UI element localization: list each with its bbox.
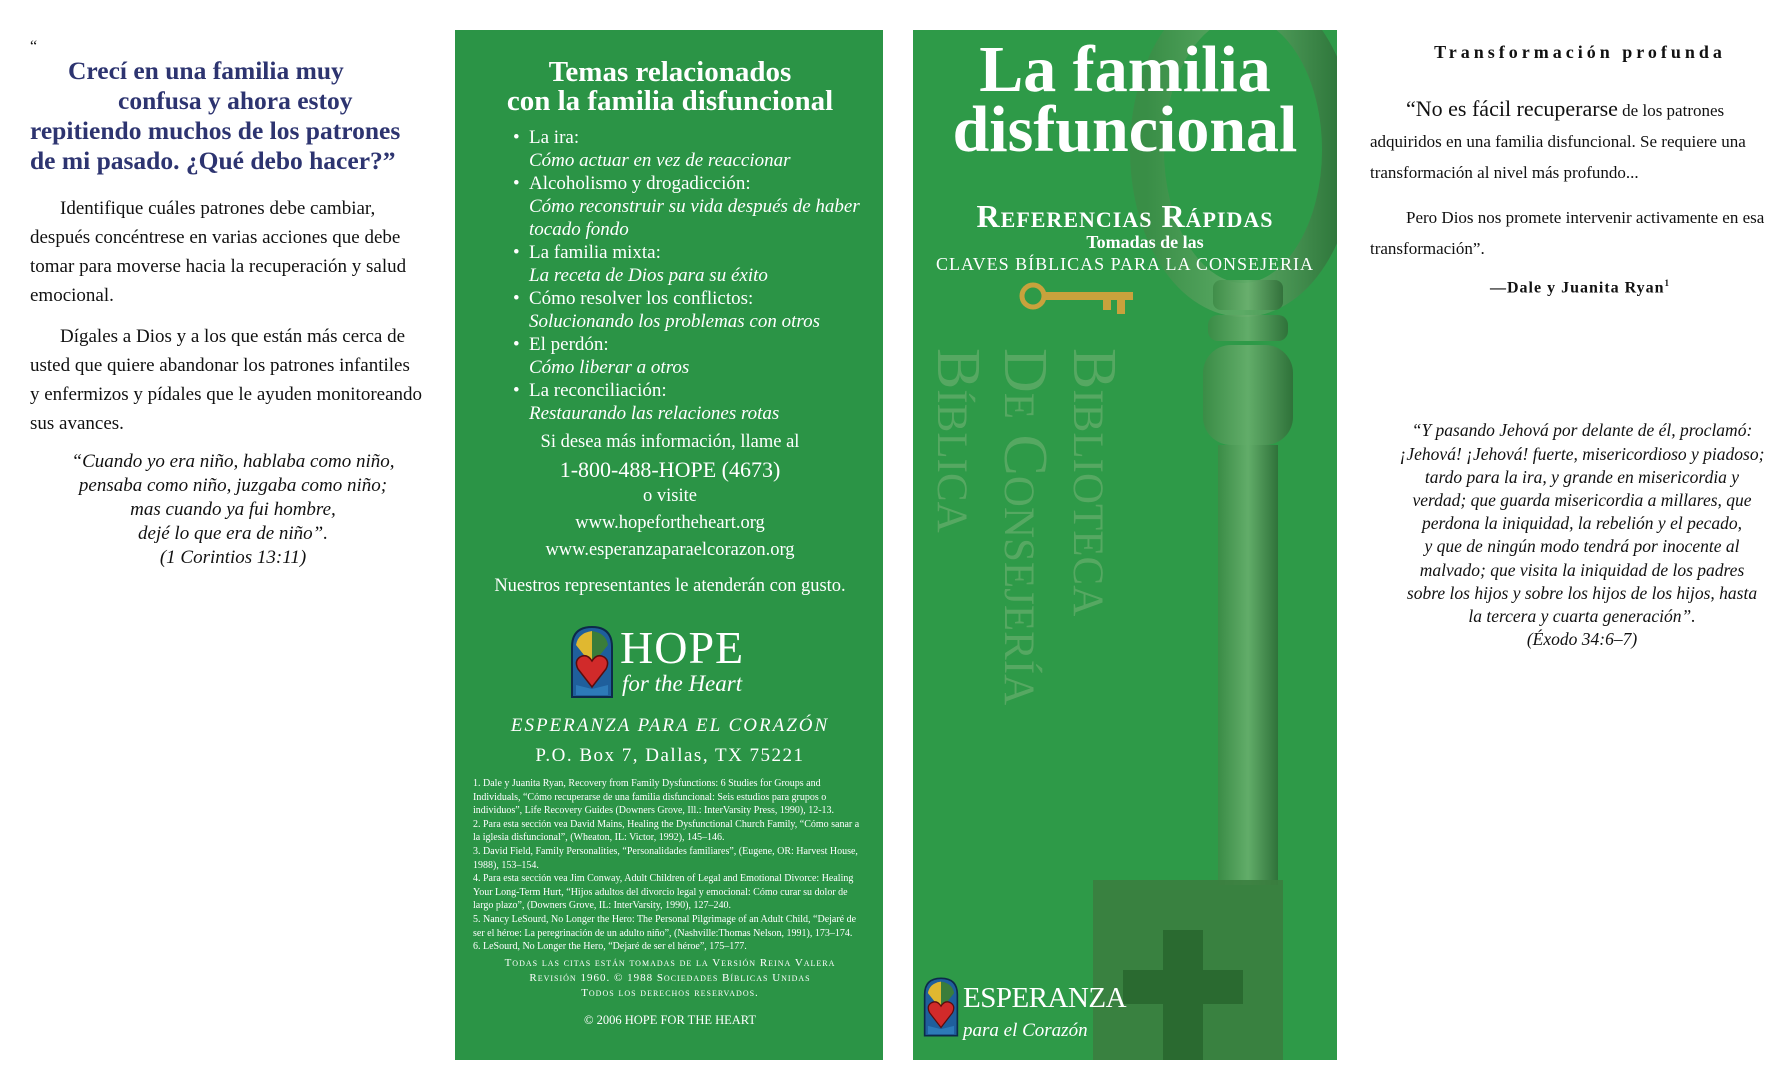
quote-paragraph [1370, 93, 1782, 188]
topic-label: La reconciliación: [529, 380, 667, 401]
hope-for-the-heart-logo [570, 623, 770, 713]
answer-paragraph: Dígales a Dios y a los que están más cerca de usted que quiere abandonar los patrones infantiles y enfermizos y pídales que le ayuden monitoreando sus avances. [30, 326, 423, 434]
title-line: con la familia disfuncional [506, 85, 834, 117]
verse-line: pensaba como niño, juzgaba como niño; [78, 475, 388, 496]
footnote: 5. Nancy LeSourd, No Longer the Hero: The Personal Pilgrimage of an Adult Child, “Dejaré de ser el héroe: La peregrinación de un adulto niño”, (Nashville:Thomas Nelson, 1991), 173–174. [473, 913, 857, 939]
topic-subtitle: Solucionando los problemas con otros [529, 311, 820, 332]
cover-title [913, 33, 1337, 166]
verse-reference: (1 Corintios 13:11) [159, 547, 307, 568]
verse-line: tardo para la ira, y grande en misericordia y [1424, 466, 1740, 487]
copyright-notice: © 2006 HOPE FOR THE HEART [583, 1012, 757, 1027]
question-line: confusa y ahora estoy [118, 86, 353, 115]
representatives-note: Nuestros representantes le atenderán con gusto. [494, 576, 846, 596]
logo-hope-text: HOPE [620, 622, 745, 673]
verse-line: “Y pasando Jehová por delante de él, proclamó: [1411, 420, 1753, 441]
verse-line: “Cuando yo era niño, hablaba como niño, [71, 451, 395, 472]
topic-subtitle: La receta de Dios para su éxito [529, 265, 768, 286]
topic-item [513, 287, 867, 333]
question-line: de mi pasado. ¿Qué debo hacer?” [30, 146, 396, 175]
stained-glass-heart-icon [570, 625, 614, 699]
footnote: 1. Dale y Juanita Ryan, Recovery from Family Dysfunctions: 6 Studies for Groups and Individuals, “Cómo recuperarse de una familia disfuncional: Seis estudios para grupos o individuos”, Life Recovery Guides (Downers Grove, Ill.: InterVarsity Press, 1990), 12-13. [473, 778, 835, 817]
verse-reference: (Éxodo 34:6–7) [1526, 629, 1638, 650]
topic-label: Cómo resolver los conflictos: [529, 288, 754, 309]
quote-text: de los patrones adquiridos en una familia disfuncional. Se requiere una transformación al nivel más profundo... [1370, 101, 1746, 182]
cover-panel [913, 30, 1337, 1060]
verse-line: dejé lo que era de niño”. [138, 523, 328, 544]
answer-paragraph: Identifique cuáles patrones debe cambiar, después concéntrese en varias acciones que debe tomar para moverse hacia la recuperación y salud emocional. [30, 198, 407, 306]
topic-label: El perdón: [529, 334, 609, 355]
title-line: disfuncional [952, 93, 1298, 166]
topic-label: Alcoholismo y drogadicción: [529, 173, 751, 194]
topic-item [513, 333, 867, 379]
topic-item [513, 379, 867, 425]
topic-subtitle: Cómo actuar en vez de reaccionar [529, 150, 791, 171]
taken-from-text: Tomadas de las [1086, 232, 1204, 252]
topic-item [513, 126, 867, 172]
footnote: 4. Para esta sección vea Jim Conway, Adult Children of Legal and Emotional Divorce: Healing Your Long-Term Hurt, “Hijos adultos del divorcio legal y emocional: Cómo curar su dolor de largo plazo”, (Downers Grove, IL: InterVarsity, 1990), 127–240. [473, 873, 854, 912]
inner-right-panel [1370, 0, 1790, 1088]
verse-line: perdona la iniquidad, la rebelión y el pecado, [1422, 513, 1742, 534]
verse-line: mas cuando ya fui hombre, [130, 499, 336, 520]
note-line: Todos los derechos reservados. [581, 986, 759, 999]
phone-number[interactable]: 1-800-488-HOPE (4673) [559, 457, 781, 482]
stained-glass-heart-icon [923, 974, 959, 1040]
topic-item [513, 241, 867, 287]
attribution-text: —Dale y Juanita Ryan [1489, 279, 1665, 297]
footnotes [473, 777, 867, 954]
topics-list [473, 126, 867, 425]
website-link[interactable]: www.hopefortheheart.org [575, 513, 765, 533]
topic-label: La ira: [529, 127, 580, 148]
note-line: Todas las citas están tomadas de la Versión Reina Valera [504, 956, 836, 969]
verse-line: verdad; que guarda misericordia a millares, que [1412, 489, 1752, 510]
scripture-version-note [473, 956, 867, 1001]
verse-line: la tercera y cuarta generación”. [1468, 605, 1696, 626]
scripture-verse [30, 450, 422, 570]
verse-line: sobre los hijos y sobre los hijos de los hijos, hasta [1406, 582, 1758, 603]
series-watermark-line: Biblioteca [1060, 348, 1128, 617]
series-watermark-line: De Consejería [991, 348, 1059, 706]
phone-suffix: o visite [643, 486, 697, 506]
footnote: 2. Para esta sección vea David Mains, Healing the Dysfunctional Church Family, “Cómo sanar a la iglesia disfuncional”, (Wheaton, IL: Victor, 1992), 145–146. [473, 818, 860, 844]
inner-left-panel [0, 0, 450, 1088]
quote-lead: “No es fácil recuperarse [1406, 96, 1618, 121]
quick-references-heading: Referencias Rápidas [976, 198, 1274, 234]
quote-paragraph: Pero Dios nos promete intervenir activamente en esa transformación”. [1370, 208, 1765, 258]
esperanza-tagline: ESPERANZA PARA EL CORAZÓN [510, 715, 830, 736]
ryan-quote [1370, 93, 1790, 264]
quote-attribution [1370, 278, 1790, 297]
title-line: Temas relacionados [548, 56, 792, 88]
question-line: Crecí en una familia muy [68, 56, 344, 85]
related-topics-title [473, 58, 867, 116]
footnote-marker: 1 [1664, 278, 1671, 288]
verse-line: malvado; que visita la iniquidad de los padres [1419, 559, 1745, 580]
section-heading: Transformación profunda [1434, 42, 1726, 62]
logo-heart-text: for the Heart [622, 671, 743, 696]
topic-label: La familia mixta: [529, 242, 661, 263]
verse-line: ¡Jehová! ¡Jehová! fuerte, misericordioso y piadoso; [1399, 443, 1765, 464]
back-panel [455, 30, 883, 1060]
logo-esperanza-text: ESPERANZA [963, 982, 1127, 1014]
esperanza-logo [923, 974, 1127, 1054]
question-line: repitiendo muchos de los patrones [30, 116, 401, 145]
series-subtitle: CLAVES BÍBLICAS PARA LA CONSEJERIA [935, 254, 1315, 274]
phone-line [473, 456, 867, 510]
topic-item [513, 172, 867, 241]
topic-subtitle: Restaurando las relaciones rotas [529, 403, 780, 424]
website-link[interactable]: www.esperanzaparaelcorazon.org [545, 540, 795, 560]
title-line: La familia [979, 33, 1271, 106]
quote-mark: “ [30, 38, 38, 55]
topic-subtitle: Cómo reconstruir su vida después de haber tocado fondo [529, 196, 860, 240]
answer-body [30, 194, 422, 438]
topic-subtitle: Cómo liberar a otros [529, 357, 690, 378]
series-watermark-line: Bíblica [924, 348, 992, 533]
contact-info [473, 429, 867, 564]
mailing-address: P.O. Box 7, Dallas, TX 75221 [535, 745, 805, 766]
footnote: 3. David Field, Family Personalities, “Personalidades familiares”, (Eugene, OR: Harvest House, 1988), 153–154. [473, 845, 858, 871]
verse-line: y que de ningún modo tendrá por inocente al [1424, 536, 1740, 557]
exodus-verse [1370, 419, 1790, 651]
logo-corazon-text: para el Corazón [963, 1020, 1088, 1041]
contact-intro: Si desea más información, llame al [540, 432, 800, 452]
note-line: Revisión 1960. © 1988 Sociedades Bíblicas Unidas [529, 971, 811, 984]
question-heading [30, 56, 422, 176]
footnote: 6. LeSourd, No Longer the Hero, “Dejaré de ser el héroe”, 175–177. [473, 941, 747, 953]
